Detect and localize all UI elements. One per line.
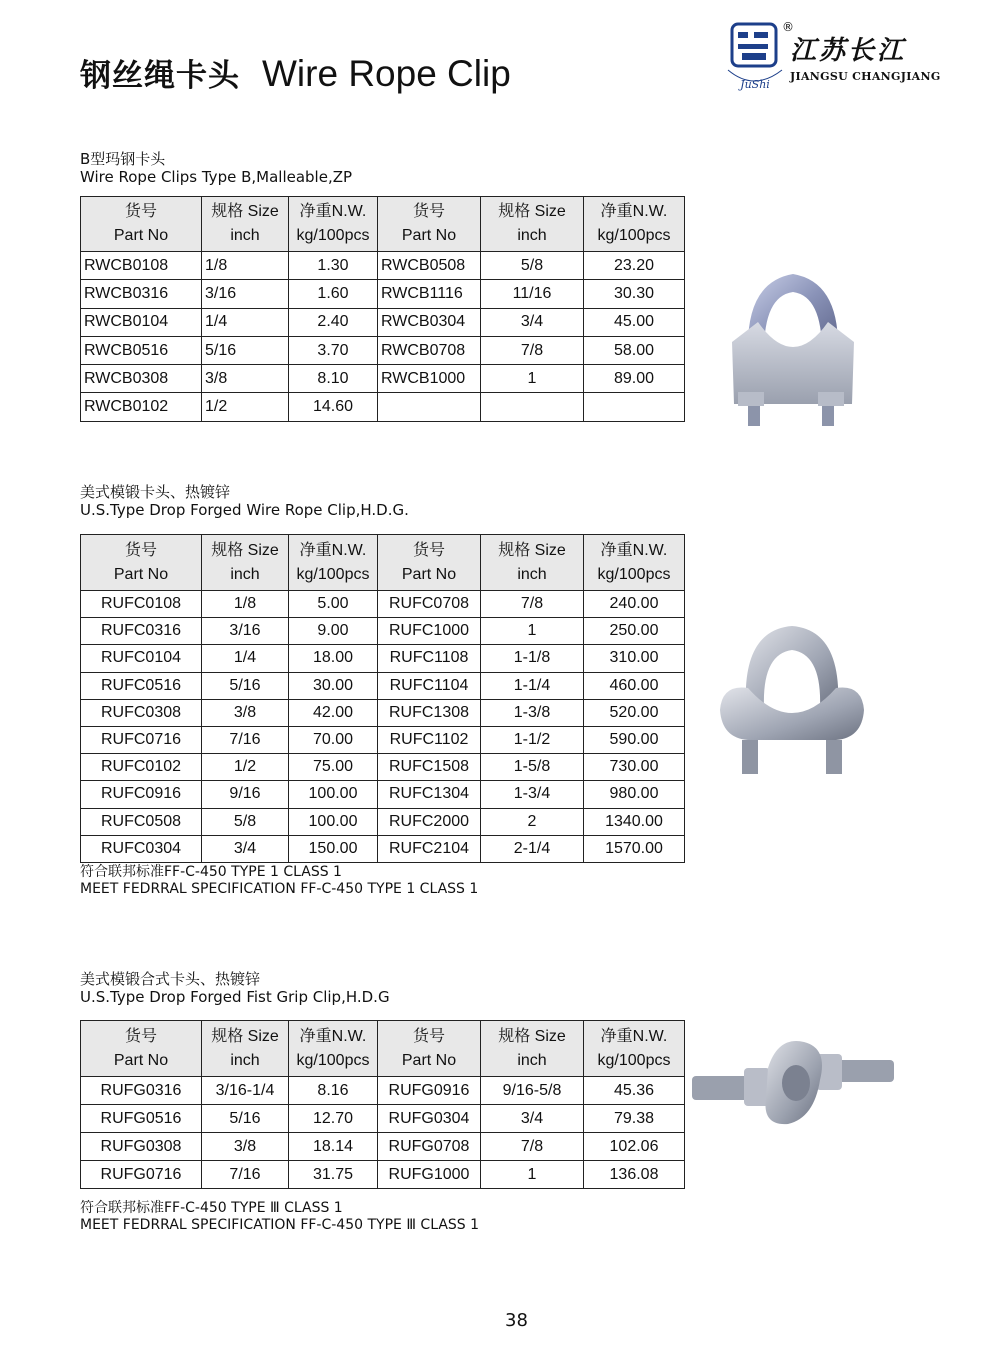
table-cell: 100.00 — [289, 808, 378, 835]
column-header-size — [481, 535, 584, 591]
jushi-logo-icon — [724, 18, 786, 96]
table-cell: RWCB0708 — [378, 336, 481, 364]
table-cell: RUFC0708 — [378, 591, 481, 618]
table-cell: 240.00 — [584, 591, 685, 618]
header-label: 规格 Size — [211, 203, 279, 220]
table-cell: RUFC0102 — [81, 754, 202, 781]
table-cell: 1/4 — [202, 645, 289, 672]
table-cell: 100.00 — [289, 781, 378, 808]
table-cell: 5/16 — [202, 336, 289, 364]
table-cell: 2.40 — [289, 308, 378, 336]
table-cell: 3/16 — [202, 618, 289, 645]
header-label: 货号 — [124, 203, 157, 220]
table-cell: 58.00 — [584, 336, 685, 364]
table-cell: RUFC1104 — [378, 672, 481, 699]
table-cell: 18.14 — [289, 1133, 378, 1161]
table-cell: RWCB0108 — [81, 252, 202, 280]
table-cell: RUFC0508 — [81, 808, 202, 835]
table-cell: 7/8 — [481, 336, 584, 364]
table-cell: RUFC1108 — [378, 645, 481, 672]
table-cell: 7/8 — [481, 1133, 584, 1161]
table-cell: 18.00 — [289, 645, 378, 672]
header-label: 净重N.W. — [299, 203, 367, 220]
type-b-clip-photo — [718, 262, 868, 432]
table-cell: RUFG0516 — [81, 1105, 202, 1133]
table-cell: 3/16-1/4 — [202, 1077, 289, 1105]
header-label: 净重N.W. — [299, 541, 367, 559]
table-cell: 5/16 — [202, 1105, 289, 1133]
table-cell: 730.00 — [584, 754, 685, 781]
header-label: 净重N.W. — [600, 203, 668, 220]
table-cell: RUFC0108 — [81, 591, 202, 618]
table-cell: 9/16-5/8 — [481, 1077, 584, 1105]
table-cell: 1 — [481, 618, 584, 645]
table-row — [81, 591, 685, 618]
table-cell: RWCB1116 — [378, 280, 481, 308]
table-cell: 75.00 — [289, 754, 378, 781]
table-row — [81, 1161, 685, 1189]
table-cell: RWCB0304 — [378, 308, 481, 336]
table-cell: 2 — [481, 808, 584, 835]
header-label: kg/100pcs — [296, 227, 370, 244]
table-cell: 1 — [481, 365, 584, 393]
header-label: inch — [230, 227, 260, 244]
table-cell: 3/4 — [481, 308, 584, 336]
section-1-heading-en: Wire Rope Clips Type B,Malleable,ZP — [80, 168, 353, 186]
column-header-part-no — [81, 1021, 202, 1077]
table-cell — [378, 393, 481, 421]
header-label: Part No — [113, 227, 169, 244]
table-cell: 1 — [481, 1161, 584, 1189]
header-label: 规格 Size — [211, 541, 279, 559]
table-cell: 42.00 — [289, 699, 378, 726]
table-cell: 590.00 — [584, 726, 685, 753]
table-cell: 79.38 — [584, 1105, 685, 1133]
table-cell: 5.00 — [289, 591, 378, 618]
header-label: 货号 — [412, 1027, 445, 1045]
table-header-row — [81, 1021, 685, 1077]
table-cell: RUFC1508 — [378, 754, 481, 781]
table-cell: 136.08 — [584, 1161, 685, 1189]
table-cell: 3/4 — [202, 835, 289, 862]
column-header-size — [481, 197, 584, 252]
table-cell: 1-3/8 — [481, 699, 584, 726]
header-label: inch — [517, 227, 547, 244]
section-1-heading — [80, 150, 352, 186]
table-cell: 1/8 — [202, 252, 289, 280]
table-cell: RUFG0716 — [81, 1161, 202, 1189]
brand-name-en: JIANGSU CHANGJIANG — [790, 70, 941, 83]
table-row — [81, 672, 685, 699]
table-row — [81, 835, 685, 862]
column-header-net-weight — [584, 197, 685, 252]
section-3-heading-cn: 美式模锻合式卡头、热镀锌 — [80, 970, 261, 988]
table-cell: 30.30 — [584, 280, 685, 308]
table-cell: 23.20 — [584, 252, 685, 280]
header-label: 净重N.W. — [299, 1027, 367, 1045]
table-cell: 7/16 — [202, 1161, 289, 1189]
header-label: inch — [230, 1051, 260, 1069]
table-cell: 45.00 — [584, 308, 685, 336]
table-cell: RWCB0308 — [81, 365, 202, 393]
table-cell: RUFC1308 — [378, 699, 481, 726]
table-cell: RUFC2000 — [378, 808, 481, 835]
table-cell: 1-1/2 — [481, 726, 584, 753]
column-header-size — [202, 197, 289, 252]
table-row — [81, 1133, 685, 1161]
section-1-heading-cn: B型玛钢卡头 — [80, 150, 166, 168]
header-label: 货号 — [412, 203, 445, 220]
column-header-size — [202, 1021, 289, 1077]
table-cell: RUFC1102 — [378, 726, 481, 753]
table-cell: 11/16 — [481, 280, 584, 308]
table-cell: 8.16 — [289, 1077, 378, 1105]
table-cell: 1.60 — [289, 280, 378, 308]
table-cell: 3/8 — [202, 365, 289, 393]
table-cell — [481, 393, 584, 421]
table-cell: 9.00 — [289, 618, 378, 645]
table-cell: RUFC2104 — [378, 835, 481, 862]
table-cell: RUFG0304 — [378, 1105, 481, 1133]
section-3-heading — [80, 970, 390, 1006]
table-cell: 1-3/4 — [481, 781, 584, 808]
table-cell — [584, 393, 685, 421]
header-label: inch — [517, 1051, 547, 1069]
table-cell: RUFC0316 — [81, 618, 202, 645]
table-cell: 5/8 — [481, 252, 584, 280]
table-row — [81, 645, 685, 672]
table-cell: RUFC0916 — [81, 781, 202, 808]
column-header-part-no — [378, 1021, 481, 1077]
spec-table-type-b — [80, 196, 685, 422]
section-2-note-cn: 符合联邦标准FF-C-450 TYPE 1 CLASS 1 — [80, 864, 342, 880]
logo-mark-text: JuShi — [740, 78, 770, 91]
table-cell: 520.00 — [584, 699, 685, 726]
section-2-note — [80, 864, 478, 898]
table-row — [81, 252, 685, 280]
header-label: 规格 Size — [498, 203, 566, 220]
table-cell: 5/16 — [202, 672, 289, 699]
table-row — [81, 699, 685, 726]
table-header-row — [81, 197, 685, 252]
table-cell: 1/2 — [202, 754, 289, 781]
table-row — [81, 336, 685, 364]
page-title-cn: 钢丝绳卡头 — [80, 58, 240, 94]
table-cell: RWCB0102 — [81, 393, 202, 421]
table-cell: 31.75 — [289, 1161, 378, 1189]
table-cell: 1-5/8 — [481, 754, 584, 781]
table-cell: 12.70 — [289, 1105, 378, 1133]
table-cell: 70.00 — [289, 726, 378, 753]
table-cell: RWCB0104 — [81, 308, 202, 336]
table-row — [81, 365, 685, 393]
column-header-size — [202, 535, 289, 591]
table-cell: 7/16 — [202, 726, 289, 753]
column-header-net-weight — [289, 197, 378, 252]
table-cell: RUFC0308 — [81, 699, 202, 726]
table-cell: RUFC1304 — [378, 781, 481, 808]
table-cell: 45.36 — [584, 1077, 685, 1105]
table-cell: RWCB1000 — [378, 365, 481, 393]
column-header-net-weight — [289, 1021, 378, 1077]
table-cell: 250.00 — [584, 618, 685, 645]
page-title — [80, 50, 511, 95]
table-cell: RWCB0316 — [81, 280, 202, 308]
table-cell: 14.60 — [289, 393, 378, 421]
table-cell: 3/16 — [202, 280, 289, 308]
table-cell: RUFG0316 — [81, 1077, 202, 1105]
column-header-size — [481, 1021, 584, 1077]
header-label: 净重N.W. — [600, 541, 668, 559]
column-header-part-no — [378, 197, 481, 252]
section-2-heading-en: U.S.Type Drop Forged Wire Rope Clip,H.D.G. — [80, 501, 409, 519]
table-cell: 1570.00 — [584, 835, 685, 862]
column-header-net-weight — [584, 1021, 685, 1077]
table-row — [81, 1077, 685, 1105]
table-cell: RUFC0516 — [81, 672, 202, 699]
table-row — [81, 280, 685, 308]
table-cell: RUFG0308 — [81, 1133, 202, 1161]
table-cell: 460.00 — [584, 672, 685, 699]
column-header-part-no — [81, 197, 202, 252]
header-label: 货号 — [412, 541, 445, 559]
page-number: 38 — [505, 1310, 528, 1331]
table-cell: 150.00 — [289, 835, 378, 862]
section-2-heading — [80, 483, 409, 519]
fist-grip-clip-photo — [688, 1028, 898, 1138]
table-row — [81, 808, 685, 835]
table-cell: 8.10 — [289, 365, 378, 393]
table-cell: RUFC0304 — [81, 835, 202, 862]
table-row — [81, 754, 685, 781]
table-cell: 1/4 — [202, 308, 289, 336]
table-cell: 310.00 — [584, 645, 685, 672]
table-cell: 5/8 — [202, 808, 289, 835]
table-cell: 1/2 — [202, 393, 289, 421]
table-cell: 980.00 — [584, 781, 685, 808]
table-cell: RUFG0708 — [378, 1133, 481, 1161]
table-cell: 1.30 — [289, 252, 378, 280]
column-header-part-no — [81, 535, 202, 591]
table-cell: RUFG0916 — [378, 1077, 481, 1105]
column-header-part-no — [378, 535, 481, 591]
header-label: Part No — [401, 227, 457, 244]
table-cell: RUFC1000 — [378, 618, 481, 645]
header-label: Part No — [401, 565, 457, 583]
header-label: 净重N.W. — [600, 1027, 668, 1045]
column-header-net-weight — [289, 535, 378, 591]
header-label: 规格 Size — [211, 1027, 279, 1045]
table-cell: 3.70 — [289, 336, 378, 364]
spec-table-fist-grip — [80, 1020, 685, 1189]
table-row — [81, 781, 685, 808]
table-cell: RUFC0104 — [81, 645, 202, 672]
page-title-en: Wire Rope Clip — [262, 53, 511, 94]
table-row — [81, 618, 685, 645]
header-label: Part No — [113, 1051, 169, 1069]
table-cell: 1/8 — [202, 591, 289, 618]
header-label: Part No — [113, 565, 169, 583]
table-row — [81, 726, 685, 753]
section-2-heading-cn: 美式模锻卡头、热镀锌 — [80, 483, 231, 501]
header-label: 规格 Size — [498, 1027, 566, 1045]
header-label: kg/100pcs — [296, 565, 370, 583]
table-row — [81, 1105, 685, 1133]
section-3-heading-en: U.S.Type Drop Forged Fist Grip Clip,H.D.G — [80, 988, 390, 1006]
table-cell: 3/8 — [202, 1133, 289, 1161]
section-3-note-en: MEET FEDRRAL SPECIFICATION FF-C-450 TYPE Ⅲ CLASS 1 — [80, 1217, 480, 1233]
table-header-row — [81, 535, 685, 591]
us-drop-forged-clip-photo — [712, 618, 872, 783]
table-cell: 30.00 — [289, 672, 378, 699]
table-cell: 1340.00 — [584, 808, 685, 835]
table-cell: 102.06 — [584, 1133, 685, 1161]
header-label: kg/100pcs — [597, 1051, 671, 1069]
table-cell: 1-1/4 — [481, 672, 584, 699]
header-label: inch — [230, 565, 260, 583]
section-3-note-cn: 符合联邦标准FF-C-450 TYPE Ⅲ CLASS 1 — [80, 1200, 343, 1216]
table-cell: 3/4 — [481, 1105, 584, 1133]
table-row — [81, 393, 685, 421]
section-2-note-en: MEET FEDRRAL SPECIFICATION FF-C-450 TYPE 1 CLASS 1 — [80, 881, 479, 897]
header-label: kg/100pcs — [296, 1051, 370, 1069]
header-label: Part No — [401, 1051, 457, 1069]
registered-mark: ® — [782, 20, 794, 34]
table-cell: RWCB0516 — [81, 336, 202, 364]
table-cell: 9/16 — [202, 781, 289, 808]
table-cell: 1-1/8 — [481, 645, 584, 672]
brand-logo — [724, 18, 954, 98]
header-label: 货号 — [124, 1027, 157, 1045]
header-label: kg/100pcs — [597, 227, 671, 244]
header-label: kg/100pcs — [597, 565, 671, 583]
table-cell: 2-1/4 — [481, 835, 584, 862]
header-label: 规格 Size — [498, 541, 566, 559]
spec-table-us-drop-forged — [80, 534, 685, 863]
table-row — [81, 308, 685, 336]
header-label: inch — [517, 565, 547, 583]
brand-name-cn: 江苏长江 — [790, 36, 907, 66]
column-header-net-weight — [584, 535, 685, 591]
section-3-note — [80, 1200, 479, 1234]
table-cell: RUFG1000 — [378, 1161, 481, 1189]
table-cell: RWCB0508 — [378, 252, 481, 280]
table-cell: 7/8 — [481, 591, 584, 618]
table-cell: RUFC0716 — [81, 726, 202, 753]
table-cell: 3/8 — [202, 699, 289, 726]
table-cell: 89.00 — [584, 365, 685, 393]
header-label: 货号 — [124, 541, 157, 559]
